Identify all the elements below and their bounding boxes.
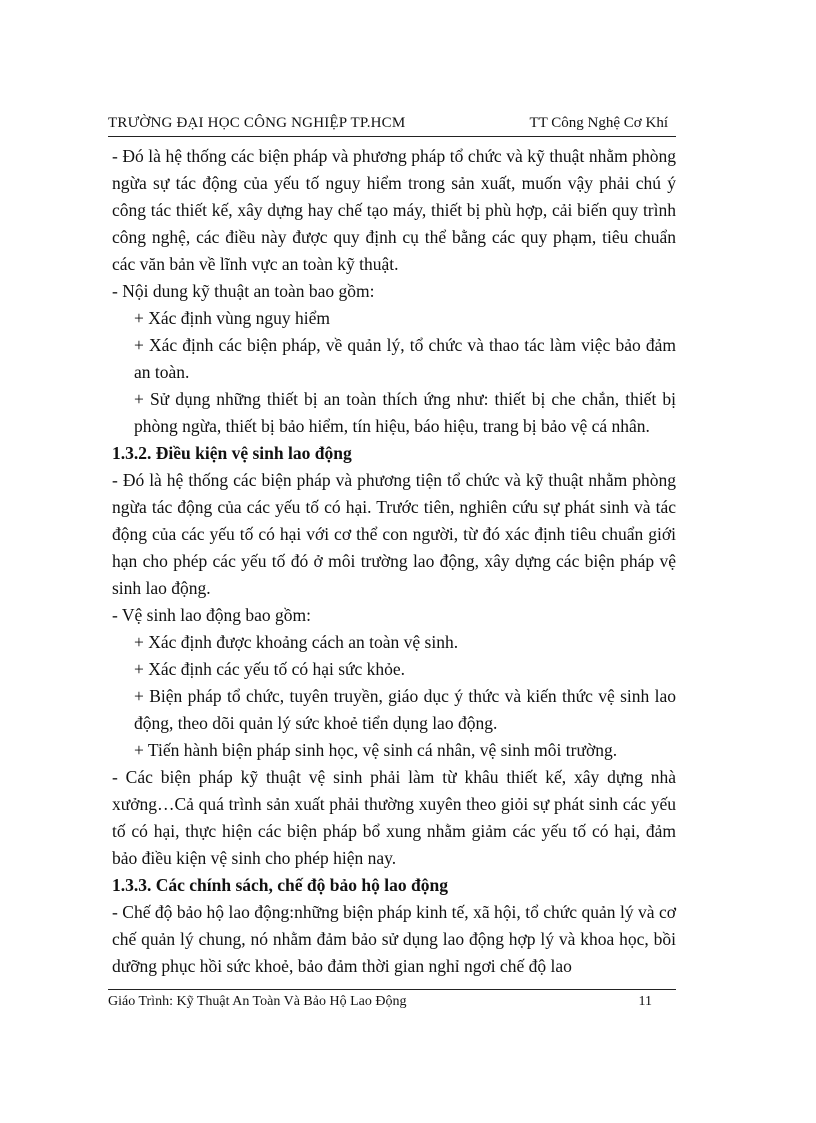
list-item-organization: + Biện pháp tổ chức, tuyên truyền, giáo dục ý thức và kiến thức vệ sinh lao động, theo dõi quản lý sức khoẻ tiển dụng lao động. [134, 686, 676, 733]
list-item-safety-equipment: + Sử dụng những thiết bị an toàn thích ứng như: thiết bị che chắn, thiết bị phòng ngừa, thiết bị bảo hiểm, tín hiệu, báo hiệu, trang bị bảo vệ cá nhân. [134, 389, 676, 436]
footer-rule [108, 989, 676, 990]
list-item-biological-measures: + Tiến hành biện pháp sinh học, vệ sinh cá nhân, vệ sinh môi trường. [134, 740, 618, 760]
list-item-safety-measures: + Xác định các biện pháp, về quản lý, tổ chức và thao tác làm việc bảo đảm an toàn. [134, 335, 676, 382]
paragraph-safety-definition: - Đó là hệ thống các biện pháp và phương pháp tổ chức và kỹ thuật nhằm phòng ngừa sự tác động của yếu tố nguy hiểm trong sản xuất, muốn vậy phải chú ý công tác thiết kế, xây dựng hay chế tạo máy, thiết bị phù hợp, cải biến quy trình công nghệ, các điều này được quy định cụ thể bằng các quy phạm, tiêu chuẩn các văn bản về lĩnh vực an toàn kỹ thuật. [112, 146, 676, 274]
paragraph-policy-definition: - Chế độ bảo hộ lao động:những biện pháp kinh tế, xã hội, tổ chức quản lý và cơ chế quản lý chung, nó nhằm đảm bảo sử dụng lao động hợp lý và khoa học, bồi dưỡng phục hồi sức khoẻ, bảo đảm thời gian nghỉ ngơi chế độ lao [112, 902, 676, 976]
paragraph-hygiene-technical: - Các biện pháp kỹ thuật vệ sinh phải làm từ khâu thiết kế, xây dựng nhà xưởng…Cả quá trình sản xuất phải thường xuyên theo giỏi sự phát sinh các yếu tố có hại, thực hiện các biện pháp bổ xung nhằm giảm các yếu tố có hại, đảm bảo điều kiện vệ sinh cho phép hiện nay. [112, 767, 676, 868]
paragraph-hygiene-intro: - Vệ sinh lao động bao gồm: [112, 605, 311, 625]
list-item-hygiene-distance: + Xác định được khoảng cách an toàn vệ sinh. [134, 632, 459, 652]
page-header [108, 111, 674, 137]
textbook-title: Giáo Trình: Kỹ Thuật An Toàn Và Bảo Hộ Lao Động [108, 994, 407, 1009]
list-item-harmful-factors: + Xác định các yếu tố có hại sức khỏe. [134, 659, 406, 679]
center-name: TT Công Nghệ Cơ Khí [529, 115, 668, 131]
heading-policies: 1.3.3. Các chính sách, chế độ bảo hộ lao động [112, 875, 448, 895]
school-name: TRƯỜNG ĐẠI HỌC CÔNG NGHIỆP TP.HCM [108, 115, 406, 131]
list-item-danger-zone: + Xác định vùng nguy hiểm [134, 308, 331, 328]
paragraph-hygiene-definition: - Đó là hệ thống các biện pháp và phương tiện tổ chức và kỹ thuật nhằm phòng ngừa tác động của các yếu tố có hại. Trước tiên, nghiên cứu sự phát sinh và tác động của các yếu tố có hại với cơ thể con người, từ đó xác định tiêu chuẩn giới hạn cho phép các yếu tố đó ở môi trường lao động, xây dựng các biện pháp vệ sinh lao động. [112, 470, 676, 598]
page-body [112, 143, 676, 980]
paragraph-safety-content-intro: - Nội dung kỹ thuật an toàn bao gồm: [112, 281, 375, 301]
heading-hygiene-conditions: 1.3.2. Điều kiện vệ sinh lao động [112, 443, 352, 463]
header-rule [108, 136, 676, 137]
page-number: 11 [638, 994, 652, 1009]
